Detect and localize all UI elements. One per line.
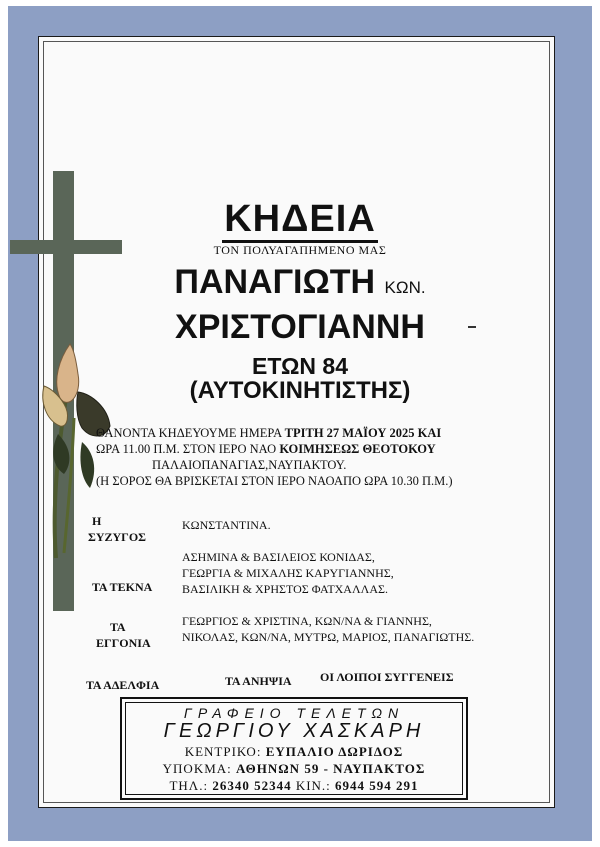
- announcement-line-2: ΩΡΑ 11.00 Π.Μ. ΣΤΟΝ ΙΕΡΟ ΝΑΟ ΚΟΙΜΗΣΕΩΣ ΘΕΟΤΟΚΟΥ: [96, 442, 436, 456]
- children-label: ΤΑ ΤΕΚΝΑ: [92, 580, 153, 594]
- deceased-occupation: (ΑΥΤΟΚΙΝΗΤΙΣΤΗΣ): [189, 377, 411, 404]
- relatives-label: ΟΙ ΛΟΙΠΟΙ ΣΥΓΓΕΝΕΙΣ: [320, 670, 454, 684]
- deceased-last-name: ΧΡΙΣΤΟΓΙΑΝΝΗ: [175, 308, 425, 346]
- spouse-label-1: Η: [92, 514, 102, 528]
- notice-title: ΚΗΔΕΙΑ: [0, 198, 600, 241]
- siblings-label: ΤΑ ΑΔΕΛΦΙΑ: [86, 678, 160, 692]
- child-2: ΓΕΩΡΓΙΑ & ΜΙΧΑΛΗΣ ΚΑΡΥΓΙΑΝΝΗΣ,: [182, 566, 394, 580]
- grandchildren-label-2: ΕΓΓΟΝΙΑ: [96, 636, 151, 650]
- funeral-home-line-1: ΓΡΑΦΕΙΟ ΤΕΛΕΤΩΝ: [183, 705, 405, 721]
- funeral-home-name: ΓΕΩΡΓΙΟΥ ΧΑΣΚΑΡΗ: [163, 720, 425, 742]
- spouse-label-2: ΣΥΖΥΓΟΣ: [88, 530, 146, 544]
- funeral-home-branch: ΥΠΟΚΜΑ: ΑΘΗΝΩΝ 59 - ΝΑΥΠΑΚΤΟΣ: [162, 761, 426, 776]
- father-name: ΚΩΝ.: [384, 278, 426, 297]
- deceased-first-name: ΠΑΝΑΓΙΩΤΗ ΚΩΝ.: [174, 263, 426, 301]
- spouse-name: ΚΩΝΣΤΑΝΤΙΝΑ.: [182, 518, 271, 532]
- funeral-home-phones: ΤΗΛ.: 26340 52344 ΚΙΝ.: 6944 594 291: [169, 778, 419, 793]
- announcement-line-3: ΠΑΛΑΙΟΠΑΝΑΓΙΑΣ,ΝΑΥΠΑΚΤΟΥ.: [152, 458, 347, 472]
- notice-subtitle: ΤΟΝ ΠΟΛΥΑΓΑΠΗΜΕΝΟ ΜΑΣ: [213, 243, 387, 257]
- announcement-line-4: (Η ΣΟΡΟΣ ΘΑ ΒΡΙΣΚΕΤΑΙ ΣΤΟΝ ΙΕΡΟ ΝΑΟΑΠΟ ΩΡΑ 10.30 Π.Μ.): [96, 474, 453, 488]
- deceased-age: ΕΤΩΝ 84: [252, 353, 348, 379]
- child-1: ΑΣΗΜΙΝΑ & ΒΑΣΙΛΕΙΟΣ ΚΟΝΙΔΑΣ,: [182, 550, 375, 564]
- announcement-line-1: ΘΑΝΟΝΤΑ ΚΗΔΕΥΟΥΜΕ ΗΜΕΡΑ ΤΡΙΤΗ 27 ΜΑΪΟΥ 2025 ΚΑΙ: [96, 426, 442, 440]
- grandchildren-label-1: ΤΑ: [110, 620, 126, 634]
- nephews-label: ΤΑ ΑΝΗΨΙΑ: [225, 674, 292, 688]
- grandchild-line-2: ΝΙΚΟΛΑΣ, ΚΩΝ/ΝΑ, ΜΥΤΡΩ, ΜΑΡΙΟΣ, ΠΑΝΑΓΙΩΤΗΣ.: [182, 630, 475, 644]
- child-3: ΒΑΣΙΛΙΚΗ & ΧΡΗΣΤΟΣ ΦΑΤΧΑΛΛΑΣ.: [182, 582, 389, 596]
- ink-mark: [468, 326, 476, 328]
- funeral-home-main-office: ΚΕΝΤΡΙΚΟ: ΕΥΠΑΛΙΟ ΔΩΡΙΔΟΣ: [184, 744, 404, 759]
- grandchild-line-1: ΓΕΩΡΓΙΟΣ & ΧΡΙΣΤΙΝΑ, ΚΩΝ/ΝΑ & ΓΙΑΝΝΗΣ,: [182, 614, 432, 628]
